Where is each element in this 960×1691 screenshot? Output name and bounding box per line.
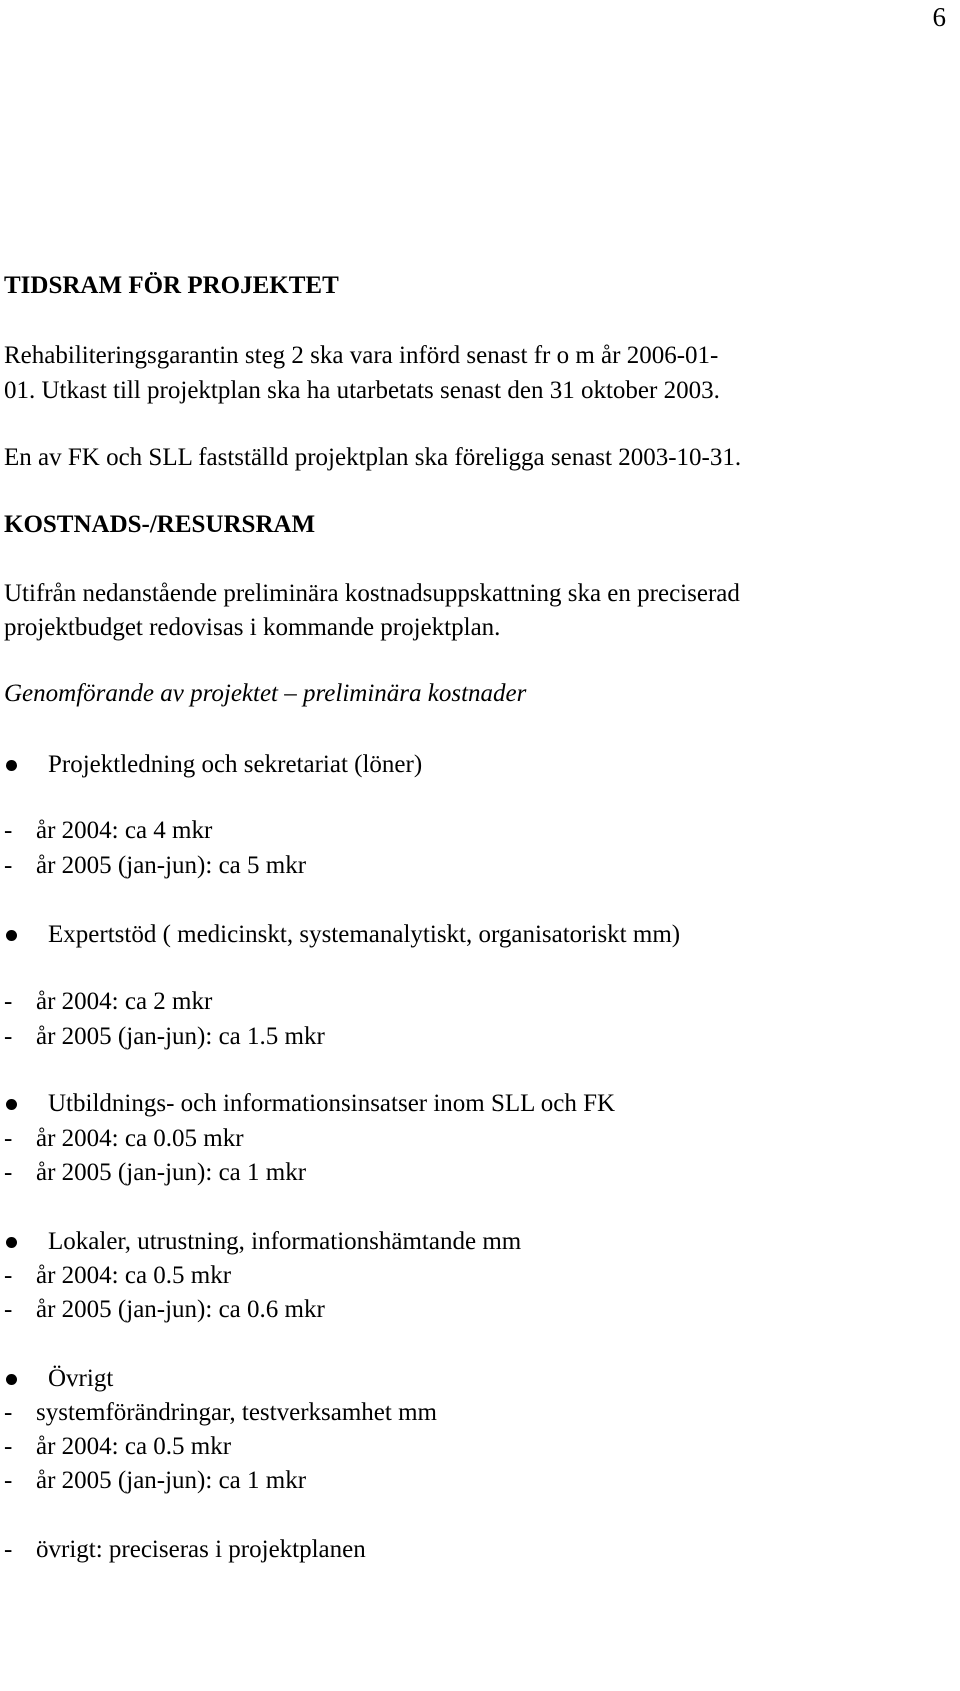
bullet-icon xyxy=(6,1099,17,1110)
cost-line: - år 2005 (jan-jun): ca 1 mkr xyxy=(4,1467,307,1494)
cost-item-title: Lokaler, utrustning, informationshämtande mm xyxy=(48,1228,522,1255)
bullet-icon xyxy=(6,930,17,941)
cost-line: - systemförändringar, testverksamhet mm xyxy=(4,1399,437,1426)
cost-line: - år 2005 (jan-jun): ca 5 mkr xyxy=(4,852,307,879)
section-heading-kostnads: KOSTNADS-/RESURSRAM xyxy=(4,511,316,538)
cost-line: - år 2004: ca 0.5 mkr xyxy=(4,1262,232,1289)
cost-line: - år 2005 (jan-jun): ca 0.6 mkr xyxy=(4,1296,325,1323)
final-note: - övrigt: preciseras i projektplanen xyxy=(4,1536,366,1563)
subheading-costs: Genomförande av projektet – preliminära kostnader xyxy=(4,680,527,707)
cost-line: - år 2004: ca 0.05 mkr xyxy=(4,1125,244,1152)
cost-line: - år 2004: ca 0.5 mkr xyxy=(4,1433,232,1460)
cost-item-title: Expertstöd ( medicinskt, systemanalytiskt, organisatoriskt mm) xyxy=(48,921,681,948)
paragraph-line: projektbudget redovisas i kommande projektplan. xyxy=(4,614,501,641)
cost-line: - år 2004: ca 2 mkr xyxy=(4,988,213,1015)
paragraph-line: Utifrån nedanstående preliminära kostnadsuppskattning ska en preciserad xyxy=(4,580,740,607)
bullet-icon xyxy=(6,760,17,771)
section-heading-tidsram: TIDSRAM FÖR PROJEKTET xyxy=(4,272,339,299)
cost-item-title: Övrigt xyxy=(48,1365,114,1392)
cost-line: - år 2005 (jan-jun): ca 1 mkr xyxy=(4,1159,307,1186)
bullet-icon xyxy=(6,1374,17,1385)
bullet-icon xyxy=(6,1237,17,1248)
paragraph-line: En av FK och SLL fastställd projektplan ska föreligga senast 2003-10-31. xyxy=(4,444,742,471)
page-number: 6 xyxy=(932,2,946,32)
paragraph-line: Rehabiliteringsgarantin steg 2 ska vara införd senast fr o m år 2006-01- xyxy=(4,342,719,369)
paragraph-line: 01. Utkast till projektplan ska ha utarbetats senast den 31 oktober 2003. xyxy=(4,377,720,404)
cost-line: - år 2004: ca 4 mkr xyxy=(4,817,213,844)
cost-item-title: Utbildnings- och informationsinsatser inom SLL och FK xyxy=(48,1090,616,1117)
cost-item-title: Projektledning och sekretariat (löner) xyxy=(48,751,423,778)
cost-line: - år 2005 (jan-jun): ca 1.5 mkr xyxy=(4,1023,325,1050)
